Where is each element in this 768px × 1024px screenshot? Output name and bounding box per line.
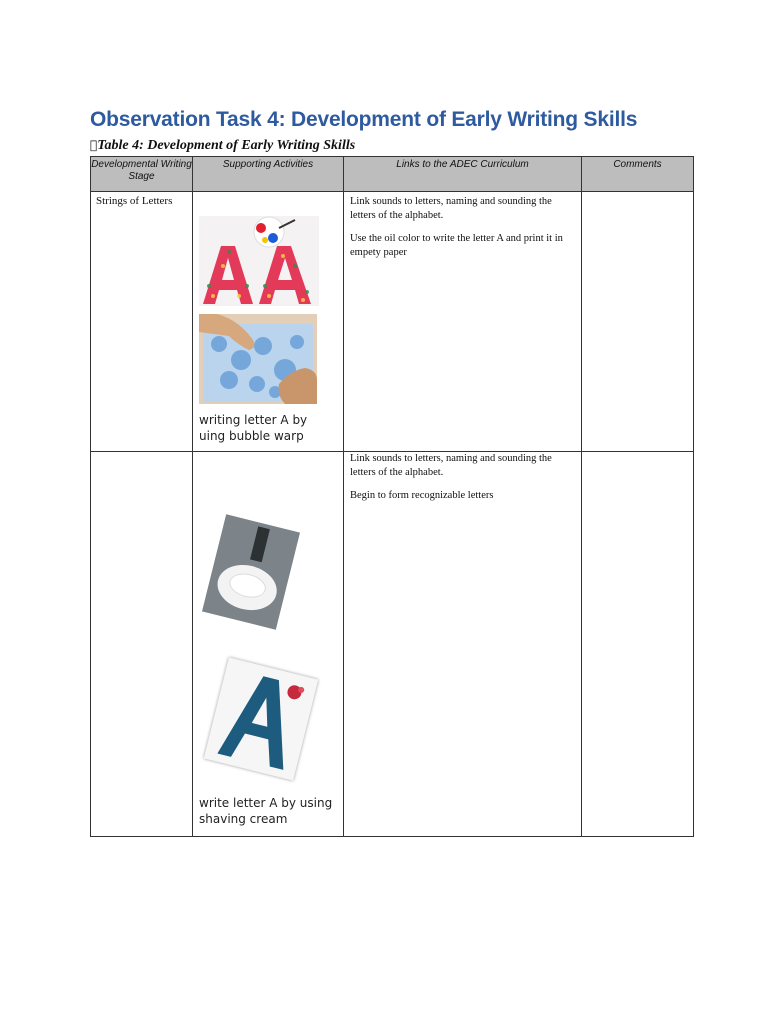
bubble-wrap-hands-image xyxy=(199,314,317,404)
header-developmental-writing-stage: Developmental Writing Stage xyxy=(91,157,193,192)
table-row xyxy=(91,192,694,452)
observation-table xyxy=(90,156,694,837)
table-caption xyxy=(90,138,355,154)
header-supporting-activities: Supporting Activities xyxy=(193,157,344,192)
header-links-to-adec-curriculum: Links to the ADEC Curriculum xyxy=(344,157,582,192)
header-comments: Comments xyxy=(582,157,694,192)
page-title: Observation Task 4: Development of Early Writing Skills xyxy=(90,108,638,131)
letters-aa-image xyxy=(199,216,319,306)
curriculum-link-text: Link sounds to letters, naming and sounding the letters of the alphabet. xyxy=(350,453,552,478)
table-row xyxy=(91,452,694,837)
stage-cell: Strings of Letters xyxy=(91,192,193,452)
blue-letter-a-image xyxy=(204,657,318,780)
curriculum-links-cell xyxy=(344,452,582,837)
table-caption-text: Table 4: Development of Early Writing Skills xyxy=(90,138,348,153)
stage-cell xyxy=(91,452,193,837)
table-header-row xyxy=(91,157,694,192)
activity-cell xyxy=(193,452,344,837)
comments-cell xyxy=(582,452,694,837)
activity-caption: writing letter A by uing bubble warp xyxy=(199,413,308,443)
activity-cell xyxy=(193,192,344,452)
curriculum-link-text: Begin to form recognizable letters xyxy=(350,490,494,501)
activity-caption: write letter A by using shaving cream xyxy=(199,796,333,826)
shaving-cream-bowl-image xyxy=(202,514,300,629)
comments-cell xyxy=(582,192,694,452)
curriculum-links-cell xyxy=(344,192,582,452)
curriculum-link-text: Link sounds to letters, naming and sounding the letters of the alphabet. xyxy=(350,196,552,221)
curriculum-link-text: Use the oil color to write the letter A and print it in empety paper xyxy=(350,233,563,258)
